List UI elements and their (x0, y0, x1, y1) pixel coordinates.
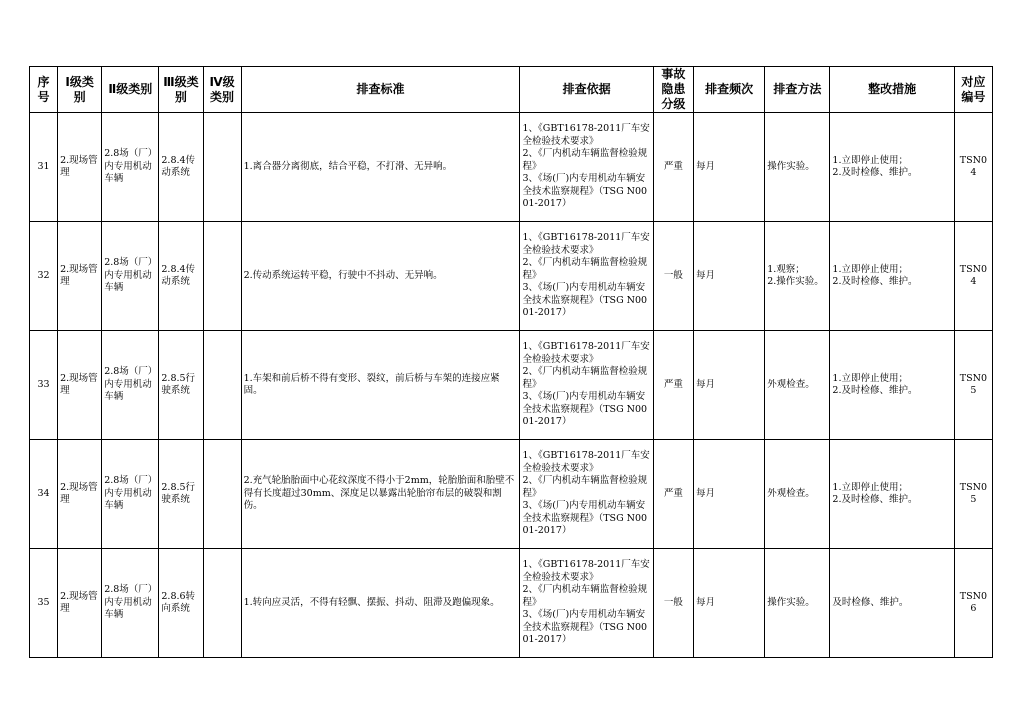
cell-level: 严重 (653, 440, 693, 549)
header-method: 排查方法 (765, 67, 830, 113)
header-standard: 排查标准 (241, 67, 520, 113)
cell-standard: 1.车架和前后桥不得有变形、裂纹，前后桥与车架的连接应紧固。 (241, 331, 520, 440)
cell-level: 一般 (653, 222, 693, 331)
cell-measures: 1.立即停止使用； 2.及时检修、维护。 (830, 440, 954, 549)
cell-code: TSN05 (954, 440, 992, 549)
cell-basis: 1、《GBT16178-2011厂车安全检验技术要求》 2、《厂内机动车辆监督检验规程》 3、《场(厂)内专用机动车辆安全技术监察规程》（TSG N0001-2017） (520, 222, 653, 331)
cell-measures: 1.立即停止使用； 2.及时检修、维护。 (830, 331, 954, 440)
cell-level: 一般 (653, 549, 693, 658)
cell-cat4 (203, 113, 241, 222)
header-cat3: Ⅲ级类别 (159, 67, 203, 113)
cell-cat4 (203, 222, 241, 331)
cell-cat2: 2.8场（厂）内专用机动车辆 (102, 549, 159, 658)
cell-method: 外观检查。 (765, 331, 830, 440)
cell-method: 外观检查。 (765, 440, 830, 549)
table-row (30, 331, 993, 440)
cell-method: 操作实验。 (765, 113, 830, 222)
cell-freq: 每月 (694, 113, 765, 222)
cell-cat1: 2.现场管理 (58, 440, 102, 549)
inspection-table (29, 66, 993, 658)
cell-seq: 34 (30, 440, 58, 549)
cell-freq: 每月 (694, 549, 765, 658)
cell-standard: 2.充气轮胎胎面中心花纹深度不得小于2mm，轮胎胎面和胎壁不得有长度超过30mm、深度足以暴露出轮胎帘布层的破裂和割伤。 (241, 440, 520, 549)
header-basis: 排查依据 (520, 67, 653, 113)
cell-basis: 1、《GBT16178-2011厂车安全检验技术要求》 2、《厂内机动车辆监督检验规程》 3、《场(厂)内专用机动车辆安全技术监察规程》（TSG N0001-2017） (520, 549, 653, 658)
header-seq: 序号 (30, 67, 58, 113)
header-code: 对应编号 (954, 67, 992, 113)
table-row (30, 440, 993, 549)
cell-freq: 每月 (694, 222, 765, 331)
cell-measures: 1.立即停止使用； 2.及时检修、维护。 (830, 113, 954, 222)
cell-basis: 1、《GBT16178-2011厂车安全检验技术要求》 2、《厂内机动车辆监督检验规程》 3、《场(厂)内专用机动车辆安全技术监察规程》（TSG N0001-2017） (520, 440, 653, 549)
cell-cat2: 2.8场（厂）内专用机动车辆 (102, 113, 159, 222)
cell-cat3: 2.8.4传动系统 (159, 113, 203, 222)
cell-standard: 1.转向应灵活，不得有轻飘、摆振、抖动、阻滞及跑偏现象。 (241, 549, 520, 658)
cell-cat2: 2.8场（厂）内专用机动车辆 (102, 331, 159, 440)
header-level: 事故隐患分级 (653, 67, 693, 113)
table-row (30, 113, 993, 222)
header-cat1: Ⅰ级类别 (58, 67, 102, 113)
cell-code: TSN05 (954, 331, 992, 440)
cell-freq: 每月 (694, 331, 765, 440)
cell-method: 操作实验。 (765, 549, 830, 658)
cell-code: TSN04 (954, 222, 992, 331)
cell-cat4 (203, 331, 241, 440)
cell-level: 严重 (653, 331, 693, 440)
cell-seq: 31 (30, 113, 58, 222)
cell-code: TSN06 (954, 549, 992, 658)
cell-method: 1.观察； 2.操作实验。 (765, 222, 830, 331)
cell-freq: 每月 (694, 440, 765, 549)
cell-seq: 35 (30, 549, 58, 658)
cell-cat3: 2.8.5行驶系统 (159, 331, 203, 440)
table-row (30, 222, 993, 331)
cell-cat4 (203, 549, 241, 658)
cell-cat3: 2.8.6转向系统 (159, 549, 203, 658)
cell-basis: 1、《GBT16178-2011厂车安全检验技术要求》 2、《厂内机动车辆监督检验规程》 3、《场(厂)内专用机动车辆安全技术监察规程》（TSG N0001-2017） (520, 331, 653, 440)
cell-cat1: 2.现场管理 (58, 331, 102, 440)
cell-code: TSN04 (954, 113, 992, 222)
cell-cat3: 2.8.4传动系统 (159, 222, 203, 331)
cell-measures: 1.立即停止使用； 2.及时检修、维护。 (830, 222, 954, 331)
table-row (30, 549, 993, 658)
cell-cat1: 2.现场管理 (58, 222, 102, 331)
cell-cat4 (203, 440, 241, 549)
cell-standard: 2.传动系统运转平稳，行驶中不抖动、无异响。 (241, 222, 520, 331)
header-cat4: Ⅳ级类别 (203, 67, 241, 113)
cell-seq: 33 (30, 331, 58, 440)
cell-cat2: 2.8场（厂）内专用机动车辆 (102, 440, 159, 549)
cell-cat1: 2.现场管理 (58, 113, 102, 222)
cell-level: 严重 (653, 113, 693, 222)
header-measures: 整改措施 (830, 67, 954, 113)
cell-cat3: 2.8.5行驶系统 (159, 440, 203, 549)
cell-seq: 32 (30, 222, 58, 331)
header-cat2: Ⅱ级类别 (102, 67, 159, 113)
header-freq: 排查频次 (694, 67, 765, 113)
cell-basis: 1、《GBT16178-2011厂车安全检验技术要求》 2、《厂内机动车辆监督检验规程》 3、《场(厂)内专用机动车辆安全技术监察规程》（TSG N0001-2017） (520, 113, 653, 222)
cell-standard: 1.离合器分离彻底，结合平稳，不打滑、无异响。 (241, 113, 520, 222)
header-row (30, 67, 993, 113)
cell-cat2: 2.8场（厂）内专用机动车辆 (102, 222, 159, 331)
cell-cat1: 2.现场管理 (58, 549, 102, 658)
cell-measures: 及时检修、维护。 (830, 549, 954, 658)
